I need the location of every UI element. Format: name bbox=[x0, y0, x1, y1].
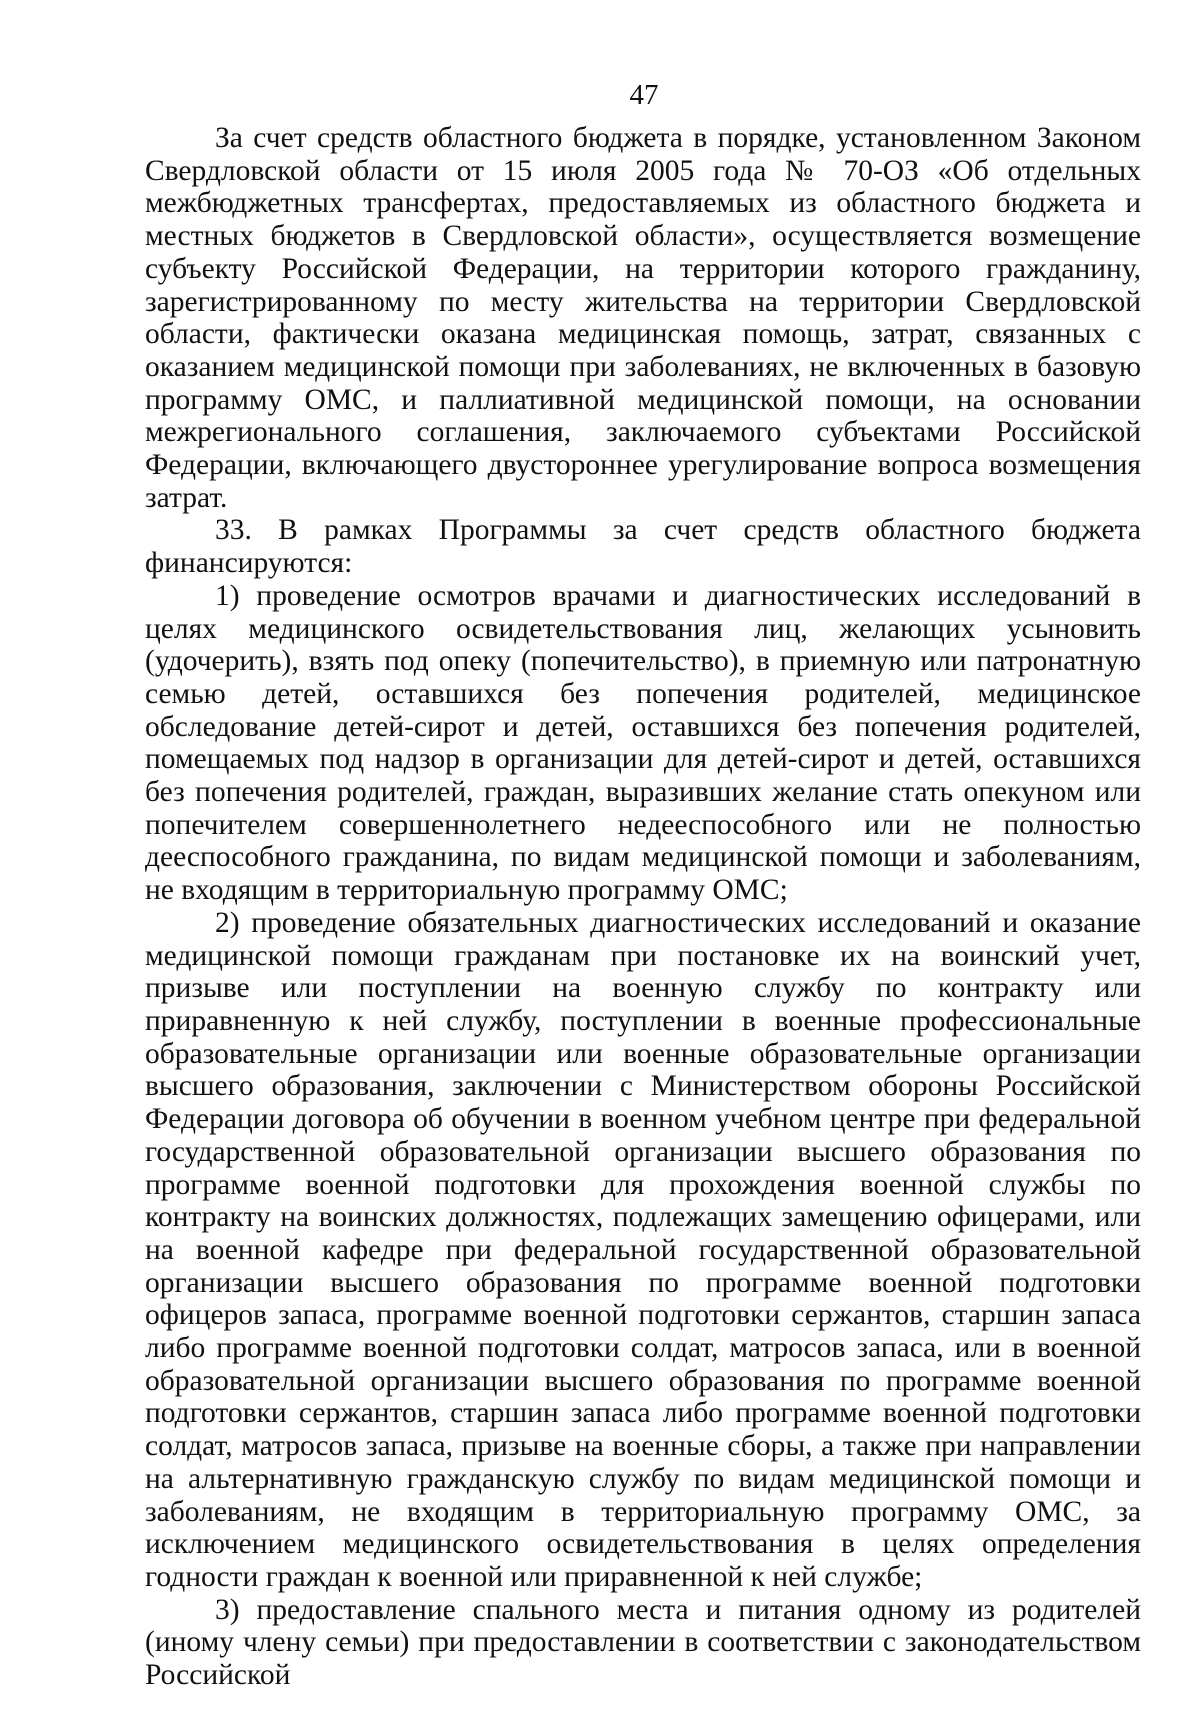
paragraph-item-33: 33. В рамках Программы за счет средств областного бюджета финансируются: bbox=[145, 514, 1141, 580]
paragraph-item-33-1: 1) проведение осмотров врачами и диагностических исследований в целях медицинского освидетельствования лиц, желающих усыновить (удочерить), взять под опеку (попечительство), в приемную или патронатную семью детей, оставшихся без попечения родителей, медицинское обследование детей-сирот и детей, оставшихся без попечения родителей, помещаемых под надзор в организации для детей-сирот и детей, оставшихся без попечения родителей, граждан, выразивших желание стать опекуном или попечителем совершеннолетнего недееспособного или не полностью дееспособного гражданина, по видам медицинской помощи и заболеваниям, не входящим в территориальную программу ОМС; bbox=[145, 579, 1141, 907]
page-number: 47 bbox=[629, 79, 659, 111]
paragraph-item-33-3: 3) предоставление спального места и питания одному из родителей (иному члену семьи) при предоставлении в соответствии с законодательством Российской bbox=[145, 1593, 1141, 1692]
paragraph-intro: За счет средств областного бюджета в порядке, установленном Законом Свердловской области от 15 июля 2005 года № 70-ОЗ «Об отдельных межбюджетных трансфертах, предоставляемых из областного бюджета и местных бюджетов в Свердловской области», осуществляется возмещение субъекту Российской Федерации, на территории которого гражданину, зарегистрированному по месту жительства на территории Свердловской области, фактически оказана медицинская помощь, затрат, связанных с оказанием медицинской помощи при заболеваниях, не включенных в базовую программу ОМС, и паллиативной медицинской помощи, на основании межрегионального соглашения, заключаемого субъектами Российской Федерации, включающего двустороннее урегулирование вопроса возмещения затрат. bbox=[145, 122, 1141, 514]
document-body bbox=[145, 122, 1141, 1692]
paragraph-item-33-2: 2) проведение обязательных диагностических исследований и оказание медицинской помощи гражданам при постановке их на воинский учет, призыве или поступлении на военную службу по контракту или приравненную к ней службу, поступлении в военные профессиональные образовательные организации или военные образовательные организации высшего образования, заключении с Министерством обороны Российской Федерации договора об обучении в военном учебном центре при федеральной государственной образовательной организации высшего образования по программе военной подготовки для прохождения военной службы по контракту на воинских должностях, подлежащих замещению офицерами, или на военной кафедре при федеральной государственной образовательной организации высшего образования по программе военной подготовки офицеров запаса, программе военной подготовки сержантов, старшин запаса либо программе военной подготовки солдат, матросов запаса, или в военной образовательной организации высшего образования по программе военной подготовки сержантов, старшин запаса либо программе военной подготовки солдат, матросов запаса, призыве на военные сборы, а также при направлении на альтернативную гражданскую службу по видам медицинской помощи и заболеваниям, не входящим в территориальную программу ОМС, за исключением медицинского освидетельствования в целях определения годности граждан к военной или приравненной к ней службе; bbox=[145, 906, 1141, 1593]
